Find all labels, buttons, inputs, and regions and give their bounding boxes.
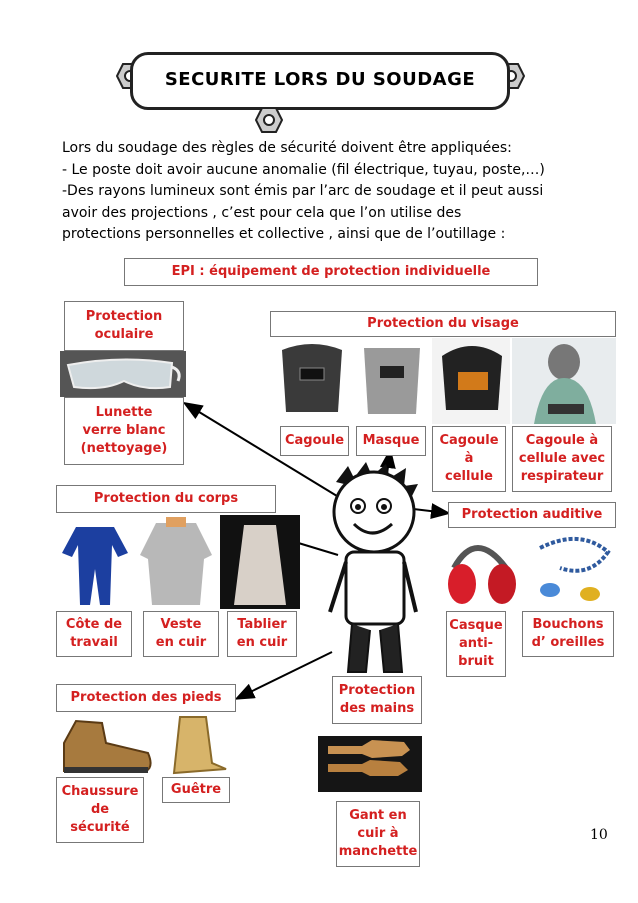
hearing-item-box	[446, 611, 506, 677]
body-item-label: Tablier	[237, 617, 287, 632]
character-illustration	[318, 462, 428, 680]
body-item-label: en cuir	[236, 635, 288, 650]
body-title: Protection du corps	[93, 491, 239, 506]
face-item-label: cellule	[445, 469, 493, 484]
face-item-label: Cagoule à	[525, 433, 599, 448]
ocular-item-label: (nettoyage)	[80, 441, 168, 456]
hearing-title-box	[448, 502, 616, 528]
body-item-box	[143, 611, 219, 657]
body-title-box	[56, 485, 276, 513]
hands-item-label: cuir à	[357, 826, 399, 841]
epi-header-text: EPI : équipement de protection individuelle	[171, 264, 491, 279]
hearing-item-label: d’ oreilles	[531, 635, 605, 650]
face-photos	[272, 338, 616, 424]
hearing-item-box	[522, 611, 614, 657]
intro-line: protections personnelles et collective , ainsi que de l’outillage :	[62, 226, 506, 242]
face-title: Protection du visage	[367, 316, 519, 331]
face-item-label: Masque	[362, 433, 420, 448]
earmuffs-earplugs-icon	[440, 528, 616, 610]
hands-title: des mains	[339, 701, 415, 716]
ocular-item-label: verre blanc	[82, 423, 166, 438]
ocular-title: Protection	[85, 309, 163, 324]
face-item-label: Cagoule	[284, 433, 345, 448]
feet-title: Protection des pieds	[70, 690, 222, 705]
face-item-label: cellule avec	[518, 451, 606, 466]
feet-photos	[56, 713, 236, 777]
hearing-item-label: Bouchons	[532, 617, 604, 632]
hearing-item-label: bruit	[458, 654, 494, 669]
feet-title-box	[56, 684, 236, 712]
hearing-photos	[440, 528, 616, 610]
intro-line: - Le poste doit avoir aucune anomalie (fil électrique, tuyau, poste,…)	[62, 161, 545, 178]
feet-item-label: Chaussure	[61, 784, 139, 799]
body-item-label: Côte de	[65, 617, 123, 632]
body-item-label: Veste	[160, 617, 202, 632]
face-item-box	[432, 426, 506, 492]
gloves-photo	[318, 724, 422, 802]
feet-item-label: Guêtre	[170, 782, 222, 797]
body-item-label: en cuir	[155, 635, 207, 650]
face-item-box	[356, 426, 426, 456]
hands-title: Protection	[338, 683, 416, 698]
ocular-title: oculaire	[94, 327, 154, 342]
hearing-item-label: anti-	[458, 636, 494, 651]
feet-item-label: de	[90, 802, 110, 817]
goggles-photo	[60, 351, 186, 397]
face-item-label: respirateur	[520, 469, 604, 484]
intro-line: avoir des projections , c’est pour cela que l’on utilise des	[62, 204, 462, 221]
page-title: SECURITE LORS DU SOUDAGE	[164, 69, 476, 90]
ocular-item-box	[64, 397, 184, 465]
welding-helmets-icon	[272, 338, 616, 424]
hands-item-label: manchette	[338, 844, 418, 859]
hands-title-box	[332, 676, 422, 724]
body-item-label: travail	[70, 635, 118, 650]
face-item-box	[280, 426, 349, 456]
goggles-icon	[60, 351, 186, 397]
feet-item-box	[56, 777, 144, 843]
face-title-box	[270, 311, 616, 337]
body-item-box	[227, 611, 297, 657]
hearing-title: Protection auditive	[461, 507, 603, 522]
feet-item-label: sécurité	[70, 820, 130, 835]
feet-item-box	[162, 777, 230, 803]
hands-item-label: Gant en	[349, 808, 407, 823]
body-item-box	[56, 611, 132, 657]
face-item-label: Cagoule	[439, 433, 499, 448]
body-photos	[56, 515, 300, 609]
face-item-box	[512, 426, 612, 492]
hearing-item-label: Casque	[449, 618, 503, 633]
hands-item-box	[336, 801, 420, 867]
work-clothes-icon	[56, 515, 300, 609]
ocular-title-box	[64, 301, 184, 351]
page-number: 10	[590, 827, 608, 843]
safety-shoe-gaiter-icon	[56, 713, 236, 777]
face-item-label: à	[464, 451, 474, 466]
intro-line: Lors du soudage des règles de sécurité doivent être appliquées:	[62, 140, 512, 156]
leather-gloves-icon	[318, 724, 422, 802]
intro-line: -Des rayons lumineux sont émis par l’arc de soudage et il peut aussi	[62, 183, 544, 199]
ocular-item-label: Lunette	[95, 405, 153, 420]
